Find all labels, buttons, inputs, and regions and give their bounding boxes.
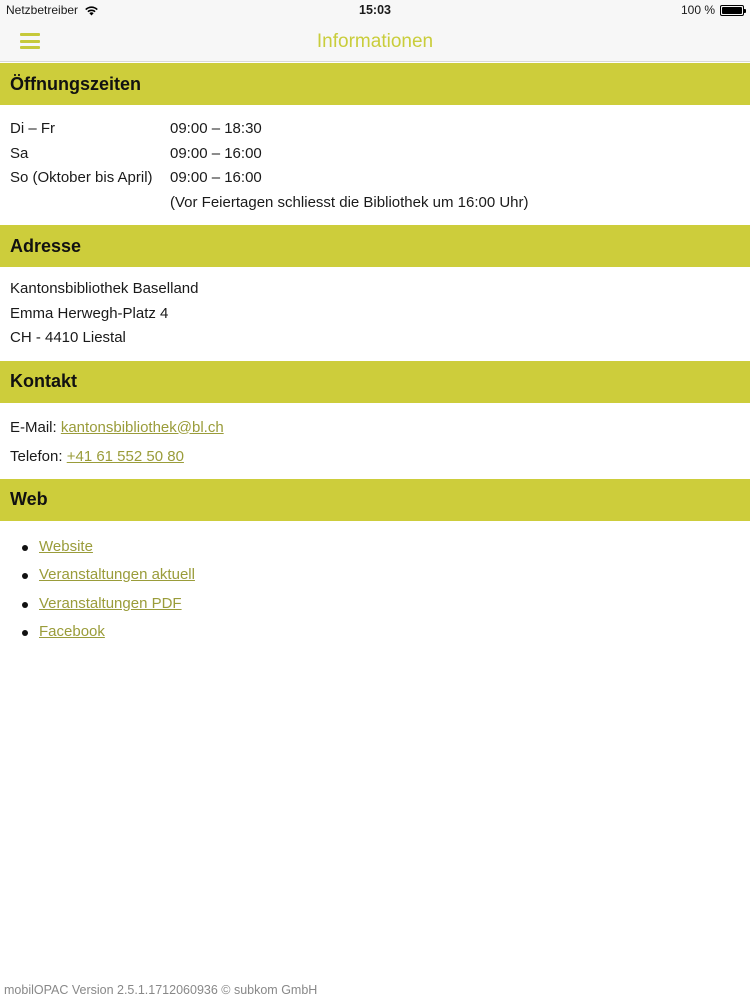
hours-row: [10, 117, 740, 142]
list-item: [39, 533, 750, 562]
address-section: [0, 267, 750, 361]
hours-day: Sa: [10, 144, 29, 162]
hours-section: [0, 105, 750, 225]
section-header-web: Web: [0, 479, 750, 521]
hours-row: [10, 166, 740, 215]
email-row: [10, 413, 740, 442]
phone-link[interactable]: +41 61 552 50 80: [66, 447, 184, 465]
contact-section: [0, 403, 750, 479]
events-current-link[interactable]: Veranstaltungen aktuell: [39, 566, 195, 583]
website-link[interactable]: Website: [39, 537, 93, 555]
hours-day: Di – Fr: [10, 120, 55, 137]
version-footer: mobilOPAC Version 2.5.1.1712060936 © subkom GmbH: [4, 983, 318, 997]
status-time: 15:03: [359, 3, 391, 17]
list-item: [39, 618, 750, 647]
page-title: Informationen: [316, 31, 434, 52]
navigation-bar: [0, 22, 750, 62]
facebook-link[interactable]: Facebook: [39, 623, 105, 640]
battery-icon: [720, 5, 744, 16]
section-header-address: Adresse: [0, 225, 750, 267]
address-line-city: CH - 4410 Liestal: [10, 329, 126, 346]
phone-label: Telefon:: [10, 447, 63, 465]
events-pdf-link[interactable]: Veranstaltungen PDF: [39, 594, 182, 612]
hours-time: 09:00 – 18:30: [170, 120, 262, 137]
holiday-note: (Vor Feiertagen schliesst die Bibliothek um 16:00 Uhr): [170, 193, 529, 211]
list-item: [39, 561, 750, 590]
address-line-name: Kantonsbibliothek Baselland: [10, 280, 199, 297]
carrier-label: Netzbetreiber: [6, 3, 79, 17]
phone-row: [10, 442, 740, 471]
section-header-contact: Kontakt: [0, 361, 750, 403]
main-content: [0, 63, 750, 647]
email-label: E-Mail:: [10, 418, 57, 436]
hours-time: 09:00 – 16:00: [170, 169, 262, 186]
hours-row: [10, 142, 740, 167]
list-item: [39, 590, 750, 619]
battery-fill: [722, 7, 742, 14]
hours-time: 09:00 – 16:00: [170, 144, 262, 162]
status-bar: [0, 0, 750, 22]
hours-day: So (Oktober bis April): [10, 169, 153, 186]
hours-time-with-note: [170, 166, 740, 215]
status-right: [681, 3, 744, 17]
email-link[interactable]: kantonsbibliothek@bl.ch: [60, 418, 224, 436]
battery-percent: 100 %: [680, 3, 715, 17]
web-links-list: [0, 521, 750, 647]
section-header-hours: Öffnungszeiten: [0, 63, 750, 105]
address-line-street: Emma Herwegh-Platz 4: [10, 304, 169, 322]
